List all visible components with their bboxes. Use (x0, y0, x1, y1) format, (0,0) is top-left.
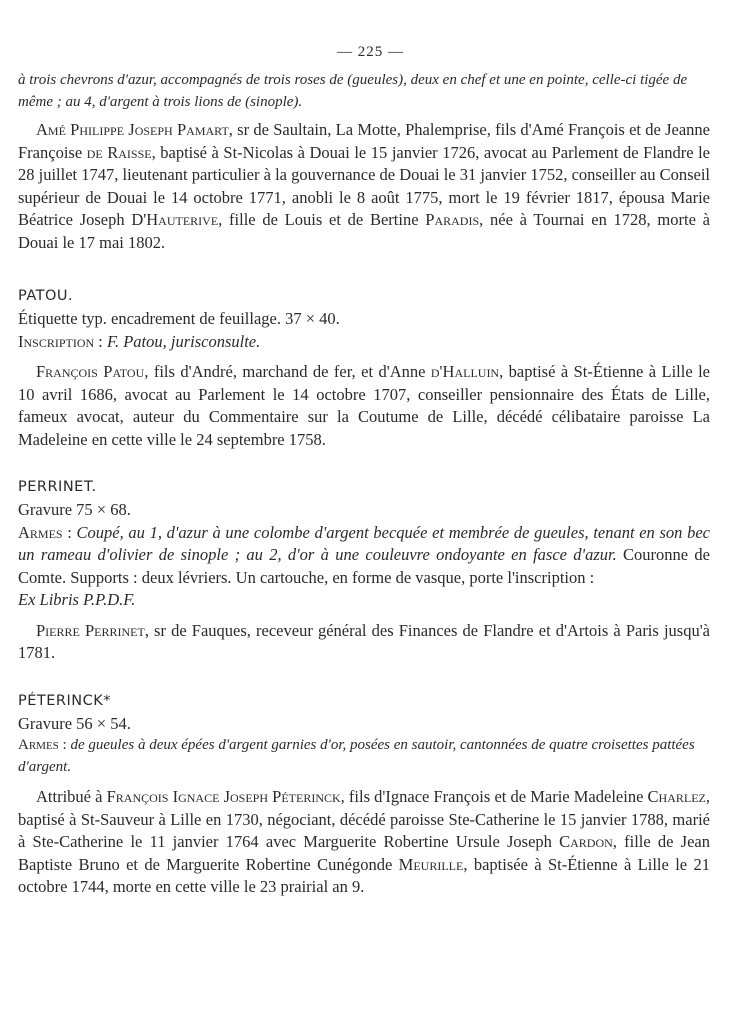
inscription-label: Inscription : (18, 331, 103, 351)
entry-description: Gravure 75 × 68. (18, 500, 131, 519)
entry-description: Gravure 56 × 54. (18, 713, 131, 733)
page-content (18, 70, 710, 899)
person-name: Cardon (559, 832, 613, 851)
person-name: Amé Philippe Joseph Pamart (36, 120, 229, 139)
person-name: Meurille (398, 854, 464, 874)
person-name: d'Halluin (430, 362, 500, 381)
pamart-biography: Amé Philippe Joseph Pamart, sr de Saultain, La Motte, Phalemprise, fils d'Amé François et de Jeanne Françoise de Raisse, baptisé à St-Nicolas à Douai le 15 janvier 1726, avocat au Parlement de Flandre le 28 juillet 1747, lieutenant particulier à la gouvernance de Douai le 31 janvier 1752, conseiller au Conseil supérieur de Douai le 14 octobre 1771, anobli le 8 août 1775, mort le 19 février 1817, épousa Marie Béatrice Joseph D'Hauterive, fille de Louis et de Bertine Paradis, née à Tournai en 1728, morte à Douai le 17 mai 1802. (18, 120, 710, 252)
entry-inscription: Inscription : F. Patou, jurisconsulte. (18, 331, 261, 351)
entry-heading: PATOU. (18, 288, 74, 304)
entry-peterinck (18, 693, 710, 899)
person-name: Charlez (647, 787, 706, 806)
person-name: François Patou (36, 362, 145, 381)
person-name: de Raisse (86, 142, 152, 162)
person-name: Pierre Perrinet (36, 620, 145, 640)
page-number: — 225 — (337, 44, 404, 60)
arms-continuation: à trois chevrons d'azur, accompagnés de trois roses de (gueules), deux en chef et une en pointe, celle-ci tigée de même ; au 4, d'argent à trois lions de (sinople). (18, 72, 688, 110)
arms-label: Armes : (18, 737, 67, 753)
entry-description: Étiquette typ. encadrement de feuillage. 37 × 40. (18, 309, 340, 328)
entry-heading: PÉTERINCK* (18, 692, 112, 709)
person-name: François Ignace Joseph Péterinck (106, 787, 341, 806)
ex-libris-inscription: Ex Libris P.P.D.F. (18, 590, 136, 609)
perrinet-biography: Pierre Perrinet, sr de Fauques, receveur général des Finances de Flandre et d'Artois à Paris jusqu'à 1781. (18, 620, 710, 662)
arms-label: Armes : (18, 522, 72, 542)
entry-arms: Armes : Coupé, au 1, d'azur à une colombe d'argent becquée et membrée de gueules, tenant en son bec un rameau d'olivier de sinople ; au 2, d'or à une couleuvre ondoyante en fasce d'azur. Couronne de Comte. Supports : deux lévriers. Un cartouche, en forme de vasque, porte l'inscription : (18, 522, 710, 587)
entry-heading: PERRINET. (18, 479, 97, 495)
person-name: D'Hauterive (131, 210, 219, 229)
entry-patou (18, 288, 710, 451)
peterinck-biography: Attribué à François Ignace Joseph Péterinck, fils d'Ignace François et de Marie Madeleine Charlez, baptisé à St-Sauveur à Lille en 1730, négociant, décédé paroisse Ste-Catherine le 15 janvier 1788, marié à Ste-Catherine le 11 janvier 1764 avec Marguerite Robertine Ursule Joseph Cardon, fille de Jean Baptiste Bruno et de Marguerite Robertine Cunégonde Meurille, baptisée à St-Étienne à Lille le 21 octobre 1744, morte en cette ville le 23 prairial an 9. (18, 787, 711, 896)
person-name: Paradis (425, 210, 480, 229)
entry-arms: Armes : de gueules à deux épées d'argent garnies d'or, posées en sautoir, cantonnées de quatre croisettes pattées d'argent. (18, 737, 695, 775)
patou-biography: François Patou, fils d'André, marchand de fer, et d'Anne d'Halluin, baptisé à St-Étienne à Lille le 10 avril 1686, avocat au Parlement le 14 octobre 1707, conseiller pensionnaire des États de Lille, fameux avocat, auteur du Commentaire sur la Coutume de Lille, décédé célibataire paroisse La Madeleine en cette ville le 24 septembre 1758. (18, 362, 710, 449)
entry-perrinet (18, 479, 710, 665)
